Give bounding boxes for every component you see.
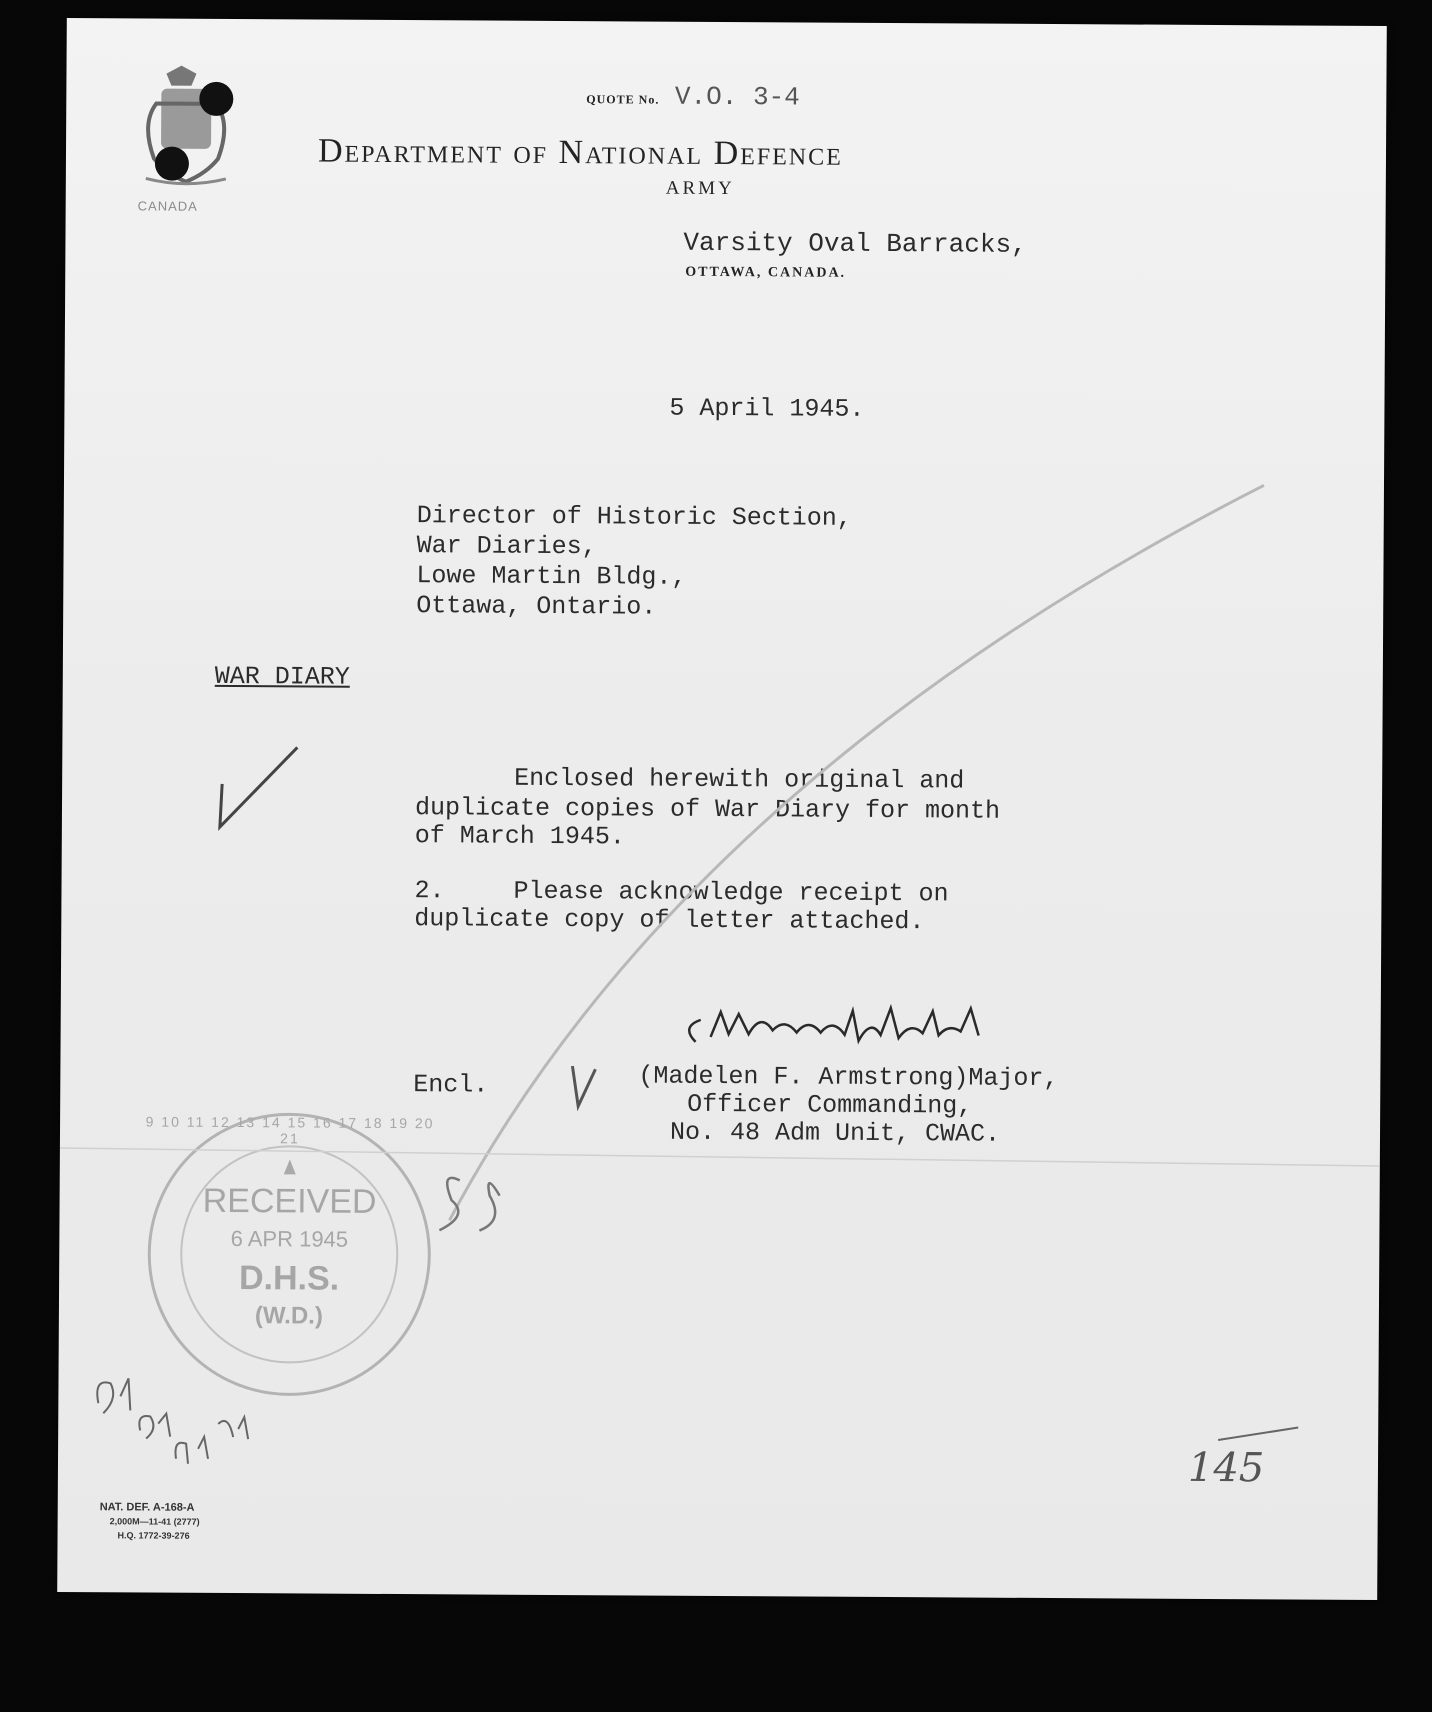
para1-line-3: of March 1945.	[414, 821, 625, 852]
crest-label: CANADA	[137, 198, 198, 214]
form-number-line1: NAT. DEF. A-168-A	[99, 1501, 195, 1514]
letter-page	[57, 18, 1387, 1600]
signatory-title: Officer Commanding,	[687, 1089, 973, 1121]
check-mark-icon	[220, 747, 297, 827]
coat-of-arms-icon	[136, 63, 247, 194]
para2-line-2: duplicate copy of letter attached.	[414, 904, 925, 937]
branch-heading: ARMY	[665, 177, 735, 200]
stamp-wd: (W.D.)	[254, 1302, 323, 1330]
handwritten-initials	[439, 1178, 499, 1231]
stamp-ring-icon	[138, 1103, 440, 1405]
form-number-line3: H.Q. 1772-39-276	[117, 1530, 190, 1541]
para1-line-2: duplicate copies of War Diary for month	[414, 793, 1001, 826]
recipient-line-3: Lowe Martin Bldg.,	[416, 561, 687, 592]
recipient-line-1: Director of Historic Section,	[416, 501, 852, 533]
recipient-line-4: Ottawa, Ontario.	[416, 591, 657, 622]
stamp-dhs: D.H.S.	[238, 1259, 340, 1298]
page-number: 145	[1187, 1444, 1265, 1492]
subject-heading: WAR DIARY	[214, 661, 350, 692]
sender-address-line2: OTTAWA, CANADA.	[685, 264, 847, 281]
para2-number: 2.	[414, 876, 445, 906]
received-stamp	[138, 1103, 440, 1405]
sender-address-line1: Varsity Oval Barracks,	[683, 227, 1027, 260]
letter-date: 5 April 1945.	[669, 393, 865, 424]
stamp-ring-numbers: 9 10 11 12 13 14 15 16 17 18 19 20 21	[145, 1113, 435, 1147]
recipient-line-2: War Diaries,	[416, 531, 597, 562]
signatory-name: (Madelen F. Armstrong)Major,	[638, 1061, 1059, 1094]
signatory-unit: No. 48 Adm Unit, CWAC.	[669, 1117, 1001, 1149]
form-number-line2: 2,000M—11-41 (2777)	[109, 1516, 200, 1527]
department-heading: Department of National Defence	[317, 132, 843, 173]
v-mark-icon	[572, 1066, 595, 1106]
page-number-mark	[1218, 1427, 1298, 1440]
quote-value: V.O. 3-4	[674, 81, 800, 113]
handwritten-signature	[689, 1007, 979, 1044]
para1-line-1: Enclosed herewith original and	[514, 763, 965, 796]
enclosure-label: Encl.	[413, 1070, 489, 1100]
quote-number	[586, 81, 800, 112]
para2-line-1: Please acknowledge receipt on	[513, 876, 949, 909]
quote-label: QUOTE No.	[586, 92, 660, 107]
stamp-received: RECEIVED	[202, 1181, 377, 1221]
stamp-date: 6 APR 1945	[230, 1226, 349, 1252]
